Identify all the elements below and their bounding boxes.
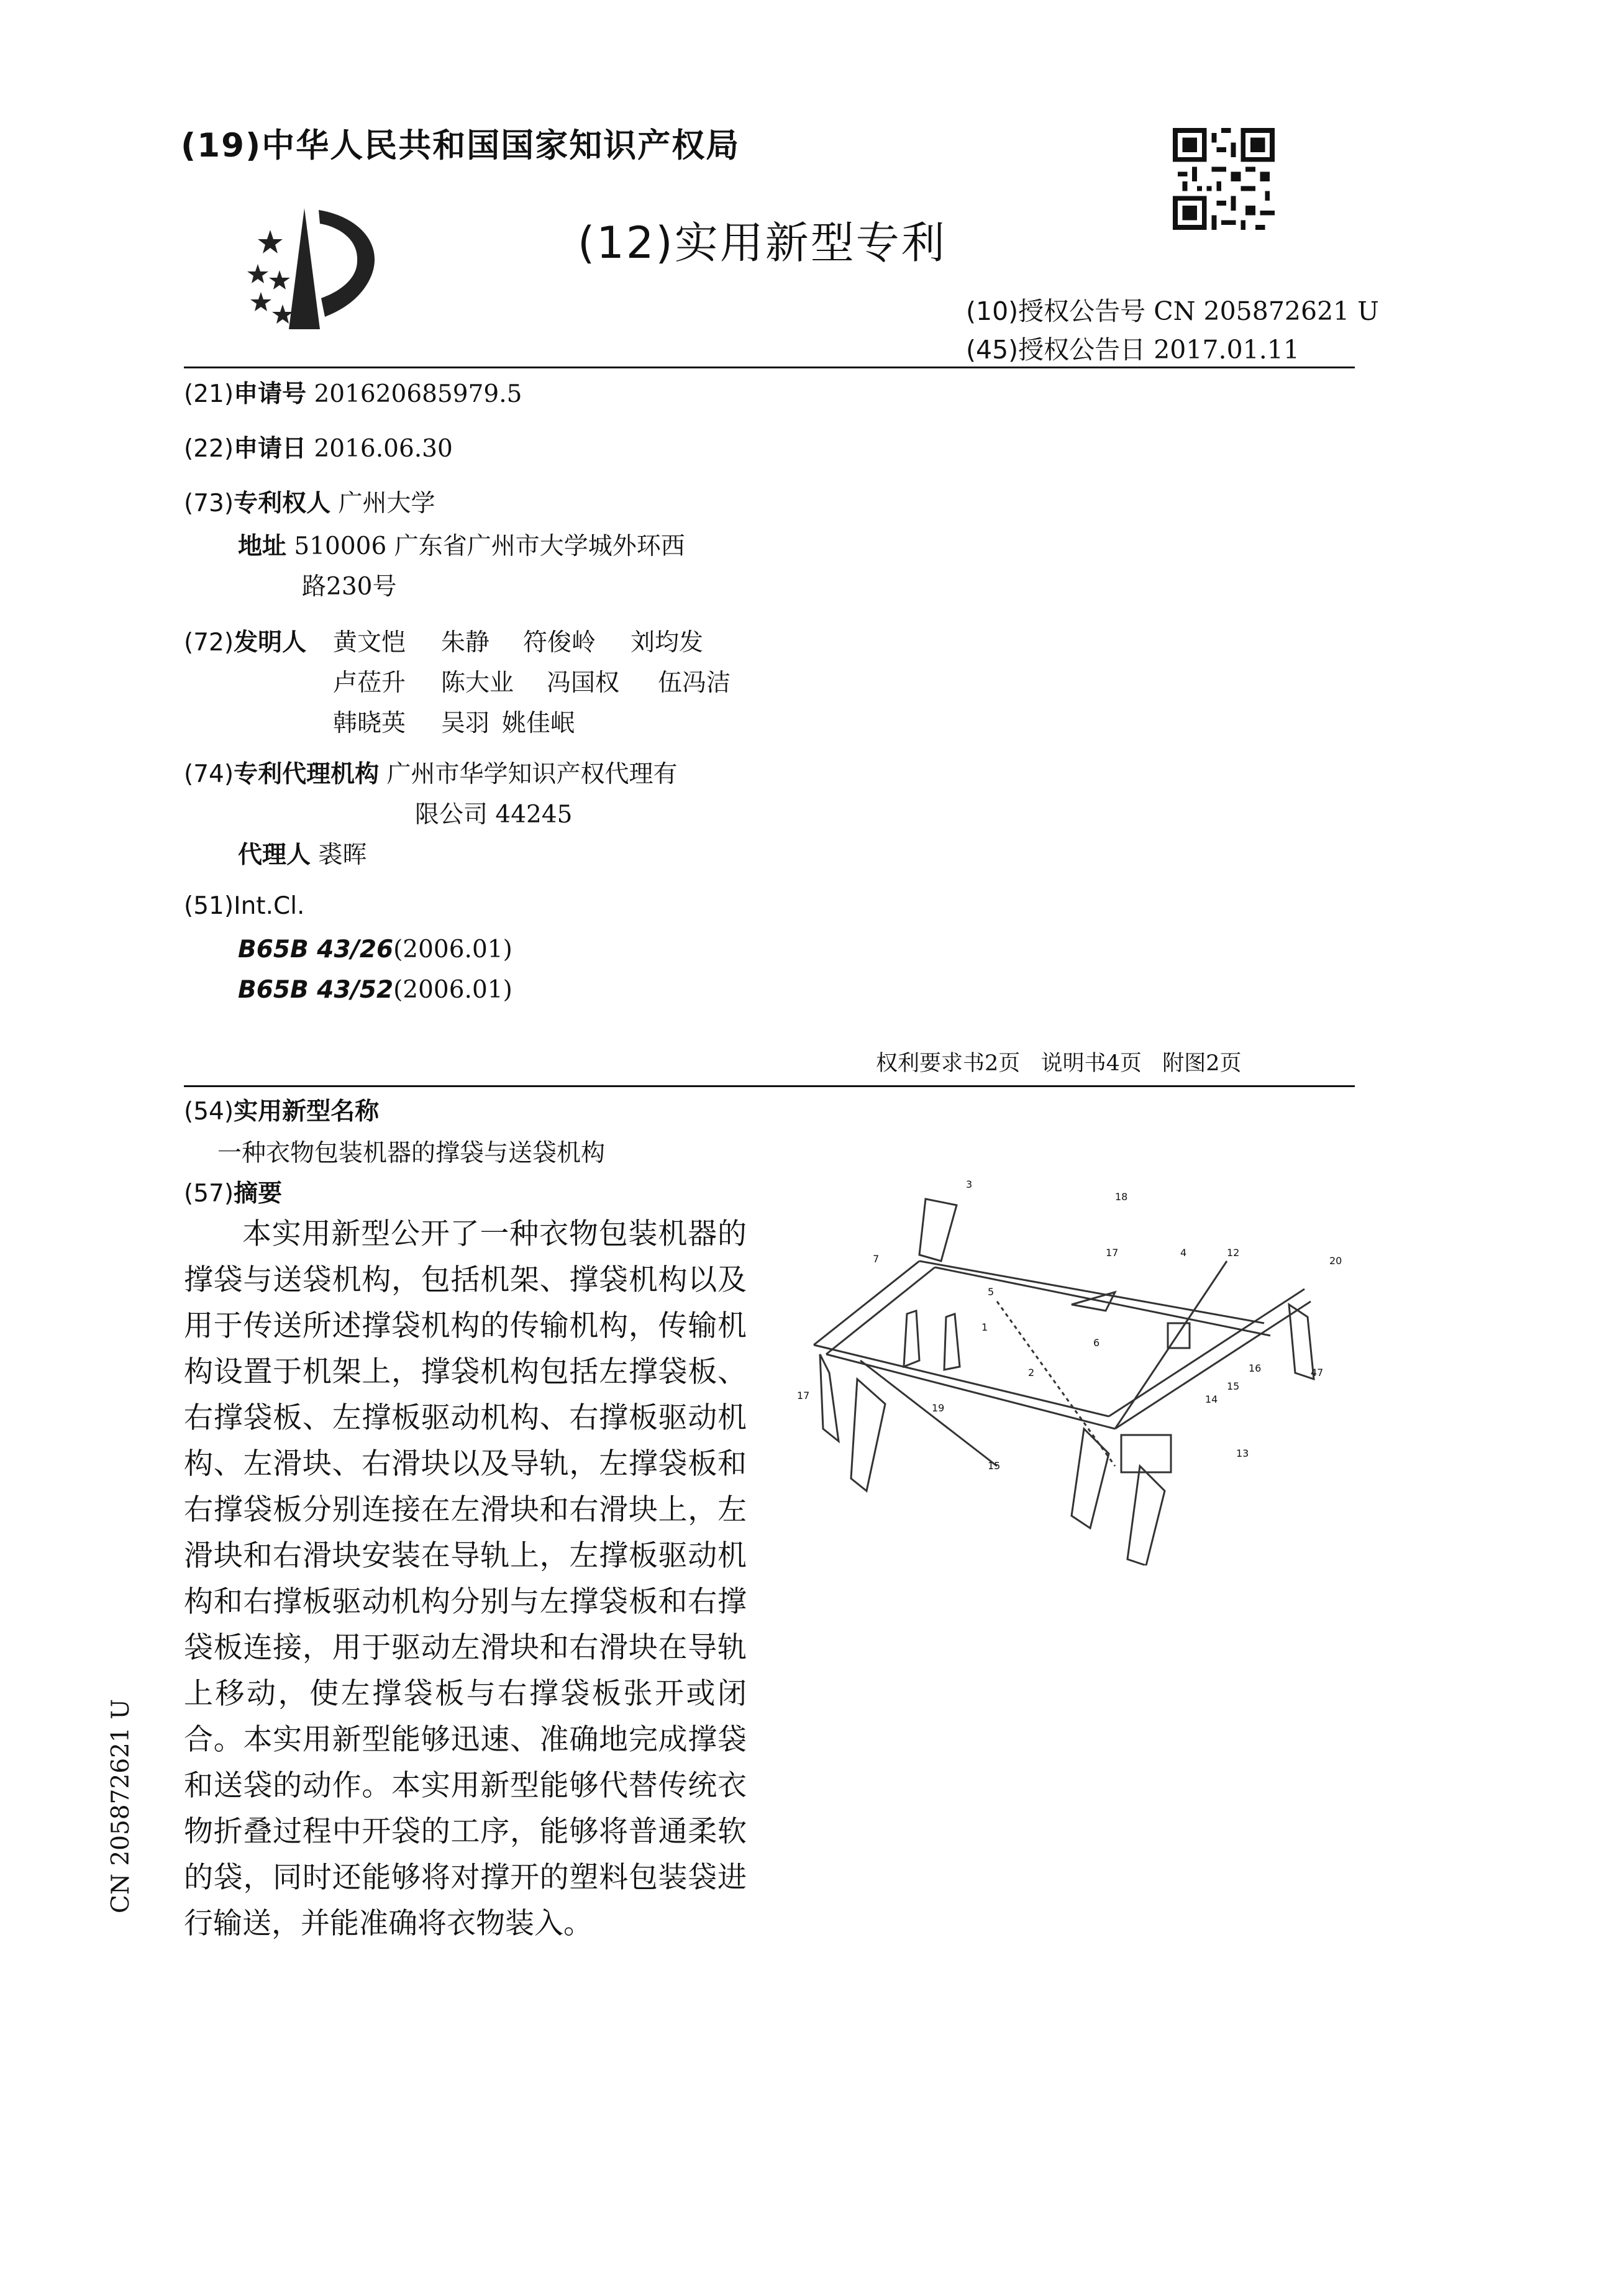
application-date-field: (22)申请日 2016.06.30: [184, 435, 453, 463]
abstract-heading: (57)摘要: [184, 1180, 283, 1208]
address-field: 地址 510006 广东省广州市大学城外环西: [238, 532, 685, 560]
inventor-name: 符俊岭: [523, 629, 596, 657]
int-cl-item: B65B 43/26(2006.01): [238, 936, 512, 964]
int-cl-field: (51)Int.Cl.: [184, 892, 305, 920]
pub-date-label: (45)授权公告日: [966, 335, 1146, 365]
figure-label: 1: [981, 1321, 988, 1333]
figure-label: 7: [873, 1253, 880, 1265]
title-field: (54)实用新型名称: [184, 1098, 380, 1126]
inventors-field: (72)发明人: [184, 629, 307, 657]
inventor-name: 韩晓英: [333, 709, 406, 737]
pages-summary: 权利要求书2页 说明书4页 附图2页: [876, 1051, 1242, 1076]
top-divider: [184, 367, 1355, 368]
figure-label: 16: [1249, 1362, 1262, 1374]
figure-label: 15: [988, 1460, 1001, 1472]
agent-field: 代理人 裘晖: [238, 841, 367, 869]
figure-label: 6: [1093, 1337, 1100, 1349]
inventor-name: 刘均发: [631, 629, 704, 657]
inventor-name: 朱静: [441, 629, 490, 657]
inventor-name: 陈大业: [441, 669, 514, 697]
pub-no-value: CN 205872621 U: [1154, 296, 1379, 326]
int-cl-item: B65B 43/52(2006.01): [238, 976, 512, 1004]
figure-label: 20: [1329, 1255, 1342, 1267]
pub-no-label: (10)授权公告号: [966, 296, 1146, 326]
figure-label: 4: [1180, 1247, 1187, 1259]
cnipa-logo: [245, 205, 394, 335]
patent-title: 一种衣物包装机器的撑袋与送袋机构: [217, 1139, 606, 1167]
figure-label: 17: [1106, 1247, 1119, 1259]
figure-label: 2: [1028, 1367, 1035, 1378]
inventor-name: 冯国权: [547, 669, 620, 697]
agency-field: (74)专利代理机构 广州市华学知识产权代理有: [184, 760, 678, 788]
abstract-body: 本实用新型公开了一种衣物包装机器的撑袋与送袋机构，包括机架、撑袋机构以及用于传送所述撑袋机构的传输机构，传输机构设置于机架上，撑袋机构包括左撑袋板、右撑袋板、左撑板驱动机构、右撑板驱动机构、左滑块、右滑块以及导轨，左撑袋板和右撑袋板分别连接在左滑块和右滑块上，左滑块和右滑块安装在导轨上，左撑板驱动机构和右撑板驱动机构分别与左撑袋板和右撑袋板连接，用于驱动左滑块和右滑块在导轨上移动，使左撑袋板与右撑袋板张开或闭合。本实用新型能够迅速、准确地完成撑袋和送袋的动作。本实用新型能够代替传统衣物折叠过程中开袋的工序，能够将普通柔软的袋，同时还能够将对撑开的塑料包装袋进行输送，并能准确将衣物装入。: [184, 1217, 747, 1941]
inventor-name: 黄文恺: [333, 629, 406, 657]
inventor-name: 卢莅升: [333, 669, 406, 697]
figure-label: 17: [797, 1390, 810, 1401]
inventor-name: 吴羽: [441, 709, 490, 737]
figure-label: 19: [932, 1402, 945, 1414]
middle-divider: [184, 1085, 1355, 1087]
side-document-number: CN 205872621 U: [107, 1699, 135, 1913]
pub-date-value: 2017.01.11: [1154, 335, 1300, 365]
inventor-name: 伍冯洁: [658, 669, 731, 697]
figure-label: 3: [966, 1178, 973, 1190]
figure-label: 13: [1236, 1447, 1249, 1459]
agency-line2: 限公司 44245: [415, 801, 573, 829]
figure-label: 15: [1227, 1380, 1240, 1392]
inventor-name: 姚佳岷: [502, 709, 575, 737]
patentee-field: (73)专利权人 广州大学: [184, 490, 435, 517]
figure-label: 14: [1205, 1393, 1218, 1405]
address-line2: 路230号: [302, 573, 397, 601]
qr-code: [1173, 128, 1275, 230]
application-number-field: (21)申请号 201620685979.5: [184, 380, 522, 408]
figure-label: 5: [988, 1286, 995, 1298]
figure-label: 47: [1311, 1367, 1324, 1378]
document-type: (12)实用新型专利: [578, 217, 947, 268]
figure-label: 12: [1227, 1247, 1240, 1259]
issuing-office: (19)中华人民共和国国家知识产权局: [181, 127, 740, 165]
figure-label: 18: [1115, 1191, 1128, 1203]
